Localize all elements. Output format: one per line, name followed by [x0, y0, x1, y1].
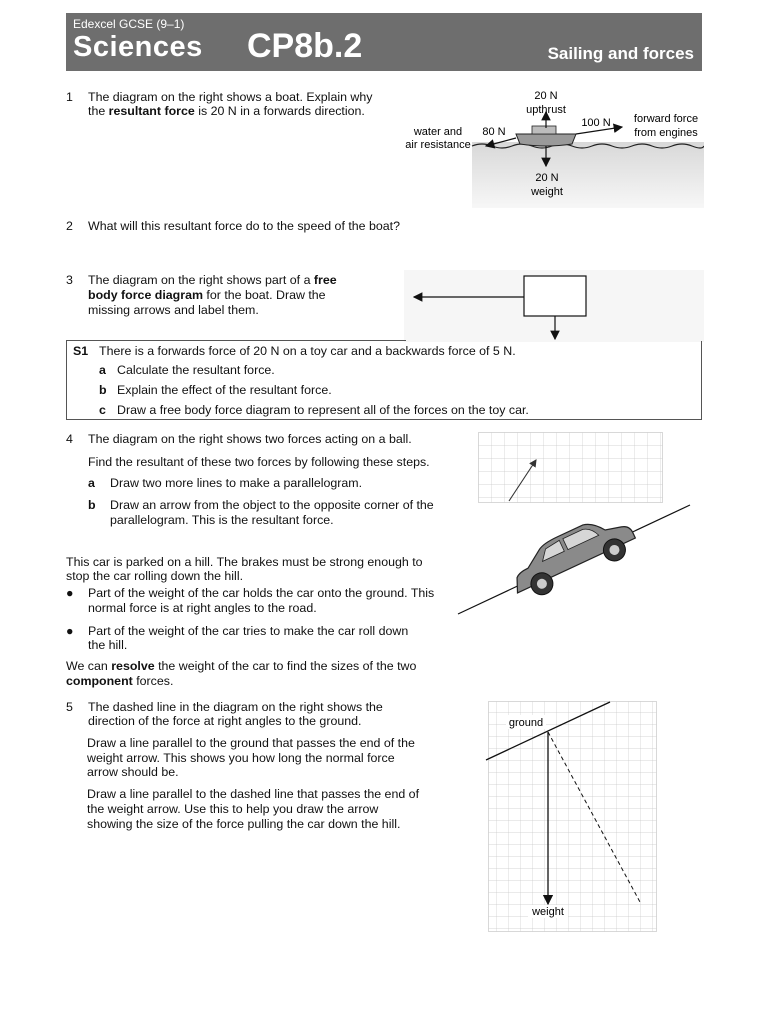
bullet-1-line2: normal force is at right angles to the road. — [88, 601, 317, 615]
car-p1-line1: This car is parked on a hill. The brakes must be strong enough to — [66, 555, 423, 569]
q4-number: 4 — [66, 432, 73, 446]
car-on-hill-diagram — [452, 500, 696, 618]
weight-label: weight — [532, 906, 564, 918]
q3-line3: missing arrows and label them. — [88, 303, 259, 317]
q4-a-letter: a — [88, 476, 95, 490]
q2-text: What will this resultant force do to the speed of the boat? — [88, 219, 401, 233]
boat-box — [524, 276, 586, 316]
q3-line1: The diagram on the right shows part of a free — [88, 273, 337, 287]
worksheet-title: Sailing and forces — [547, 44, 694, 63]
q1-number: 1 — [66, 90, 73, 104]
q5-number: 5 — [66, 700, 73, 714]
q5-p2-line3: arrow should be. — [87, 765, 179, 779]
term-free-body-force-diagram: body force diagram — [88, 288, 203, 302]
q4-line1: The diagram on the right shows two forces acting on a ball. — [88, 432, 412, 446]
bullet-2-line1: Part of the weight of the car tries to make the car roll down — [88, 624, 409, 638]
grid-paper — [489, 702, 657, 932]
q4-line2: Find the resultant of these two forces by following these steps. — [88, 455, 430, 469]
q4-b-line1: Draw an arrow from the object to the opposite corner of the — [110, 498, 434, 512]
term-resolve: resolve — [111, 659, 155, 673]
s1-text: There is a forwards force of 20 N on a toy car and a backwards force of 5 N. — [99, 344, 516, 358]
boat-hull — [516, 134, 576, 146]
q3-line2: body force diagram for the boat. Draw the — [88, 288, 326, 302]
s1-item-b-letter: b — [99, 383, 107, 397]
grid-paper — [479, 433, 663, 503]
resistance-value: 80 N — [482, 126, 506, 138]
s1-item-a-letter: a — [99, 363, 106, 377]
s1-item-b-text: Explain the effect of the resultant force. — [117, 383, 332, 397]
bullet-2-marker: ● — [66, 624, 74, 638]
upthrust-value: 20 N — [534, 90, 558, 102]
resistance-label-1: water and — [413, 126, 463, 138]
subject-title: Sciences — [73, 31, 203, 63]
worksheet-code: CP8b.2 — [247, 27, 363, 65]
term-component: component — [66, 674, 133, 688]
weight-label: weight — [531, 186, 563, 198]
car-p1-line2: stop the car rolling down the hill. — [66, 569, 244, 583]
boat-diagram — [400, 82, 704, 210]
boat-cabin — [532, 126, 556, 134]
s1-item-c-letter: c — [99, 403, 106, 417]
upthrust-label: upthrust — [526, 104, 566, 116]
q5-p2-line1: Draw a line parallel to the ground that passes the end of the — [87, 736, 415, 750]
car-p2-line1: We can resolve the weight of the car to find the sizes of the two — [66, 659, 417, 673]
q2-number: 2 — [66, 219, 73, 233]
ground-label: ground — [508, 717, 544, 729]
q4-a-text: Draw two more lines to make a parallelogram. — [110, 476, 363, 490]
resolve-weight-diagram — [484, 700, 658, 934]
weight-value: 20 N — [535, 172, 559, 184]
q4-b-line2: parallelogram. This is the resultant force. — [110, 513, 334, 527]
bullet-1-marker: ● — [66, 586, 74, 600]
q5-p2-line2: weight arrow. This shows you how long the normal force — [87, 751, 395, 765]
q5-line1: The dashed line in the diagram on the right shows the — [88, 700, 383, 714]
forward-label-2: from engines — [634, 127, 698, 139]
q1-line2: the resultant force is 20 N in a forwards direction. — [88, 104, 365, 118]
s1-item-c-text: Draw a free body force diagram to represent all of the forces on the toy car. — [117, 403, 529, 417]
force-grid — [478, 432, 664, 504]
sea-background — [472, 142, 704, 208]
q5-line2: direction of the force at right angles to the ground. — [88, 714, 362, 728]
q5-p3-line2: the weight arrow. Use this to help you draw the arrow — [87, 802, 379, 816]
forward-value: 100 N — [581, 117, 611, 129]
q5-p3-line3: showing the size of the force pulling the car down the hill. — [87, 817, 401, 831]
bullet-1-line1: Part of the weight of the car holds the car onto the ground. This — [88, 586, 435, 600]
q1-line1: The diagram on the right shows a boat. Explain why — [88, 90, 373, 104]
page-header — [66, 13, 702, 71]
resistance-label-2: air resistance — [405, 139, 471, 151]
car — [503, 507, 641, 605]
forward-label-1: forward force — [633, 113, 699, 125]
q5-p3-line1: Draw a line parallel to the dashed line that passes the end of — [87, 787, 420, 801]
s1-item-a-text: Calculate the resultant force. — [117, 363, 275, 377]
car-p2-line2: component forces. — [66, 674, 174, 688]
free-body-diagram — [404, 270, 704, 342]
s1-label: S1 — [73, 344, 89, 358]
exam-board: Edexcel GCSE (9–1) — [73, 17, 185, 31]
q4-b-letter: b — [88, 498, 96, 512]
bullet-2-line2: the hill. — [88, 638, 128, 652]
term-resultant-force: resultant force — [108, 104, 195, 118]
q3-number: 3 — [66, 273, 73, 287]
